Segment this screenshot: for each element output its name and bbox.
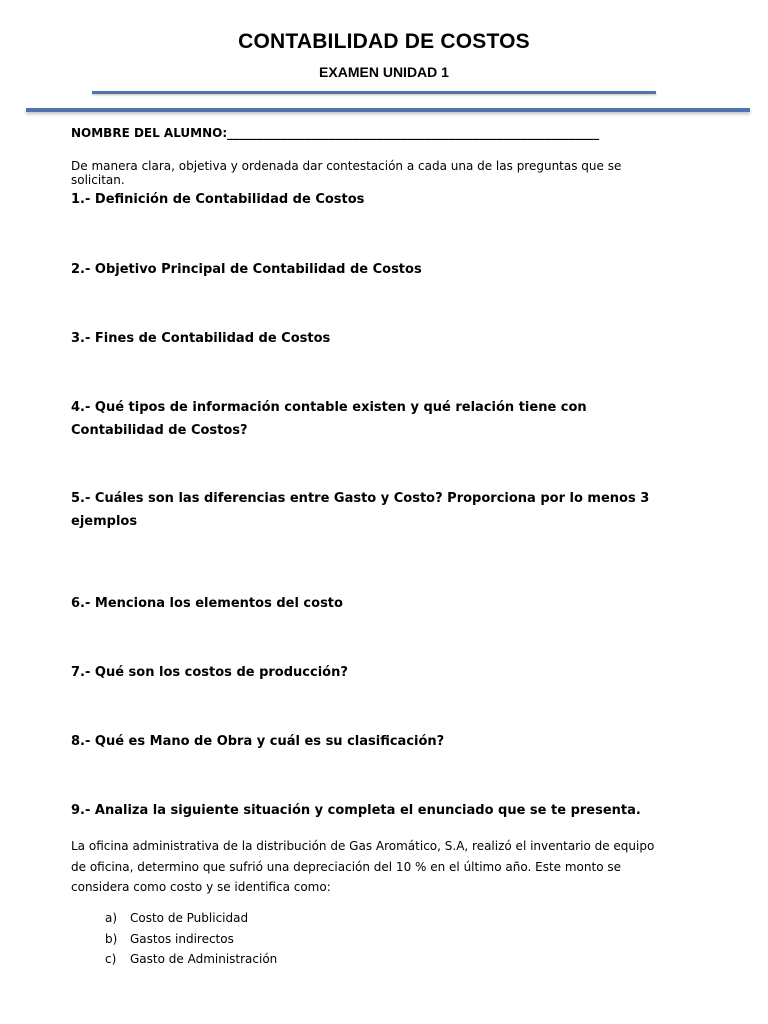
option-letter: b) xyxy=(105,931,118,946)
question-7: 7.- Qué son los costos de producción? xyxy=(71,665,348,680)
option-b xyxy=(105,929,277,950)
question-9: 9.- Analiza la siguiente situación y completa el enunciado que se te presenta. xyxy=(71,803,641,818)
option-c xyxy=(105,949,277,970)
answer-options xyxy=(105,908,277,970)
option-text: Gasto de Administración xyxy=(130,952,278,966)
document-subtitle: EXAMEN UNIDAD 1 xyxy=(319,64,449,80)
option-letter: c) xyxy=(105,952,117,966)
question-8: 8.- Qué es Mano de Obra y cuál es su clasificación? xyxy=(71,734,445,749)
option-text: Costo de Publicidad xyxy=(130,911,249,925)
instructions: De manera clara, objetiva y ordenada dar contestación a cada una de las preguntas que se solicitan. xyxy=(71,159,622,187)
question-1: 1.- Definición de Contabilidad de Costos xyxy=(71,192,365,207)
student-name-field: NOMBRE DEL ALUMNO:______________________________________________________________ xyxy=(71,126,600,140)
document-title: CONTABILIDAD DE COSTOS xyxy=(238,30,530,53)
option-text: Gastos indirectos xyxy=(130,931,234,946)
header-rule-short xyxy=(92,91,656,94)
option-letter: a) xyxy=(105,911,118,925)
question-3: 3.- Fines de Contabilidad de Costos xyxy=(71,331,331,346)
question-5: 5.- Cuáles son las diferencias entre Gasto y Costo? Proporciona por lo menos 3 ejemplos xyxy=(71,491,650,529)
question-4: 4.- Qué tipos de información contable existen y qué relación tiene con Contabilidad de Costos? xyxy=(71,400,587,438)
header-rule-long xyxy=(26,108,750,112)
option-a xyxy=(105,908,277,929)
question-2: 2.- Objetivo Principal de Contabilidad de Costos xyxy=(71,262,422,277)
situation-paragraph: La oficina administrativa de la distribución de Gas Aromático, S.A, realizó el inventario de equipo de oficina, determino que sufrió una depreciación del 10 % en el último año. Este monto se considera como costo y se identifica como: xyxy=(71,839,655,894)
question-6: 6.- Menciona los elementos del costo xyxy=(71,596,343,611)
